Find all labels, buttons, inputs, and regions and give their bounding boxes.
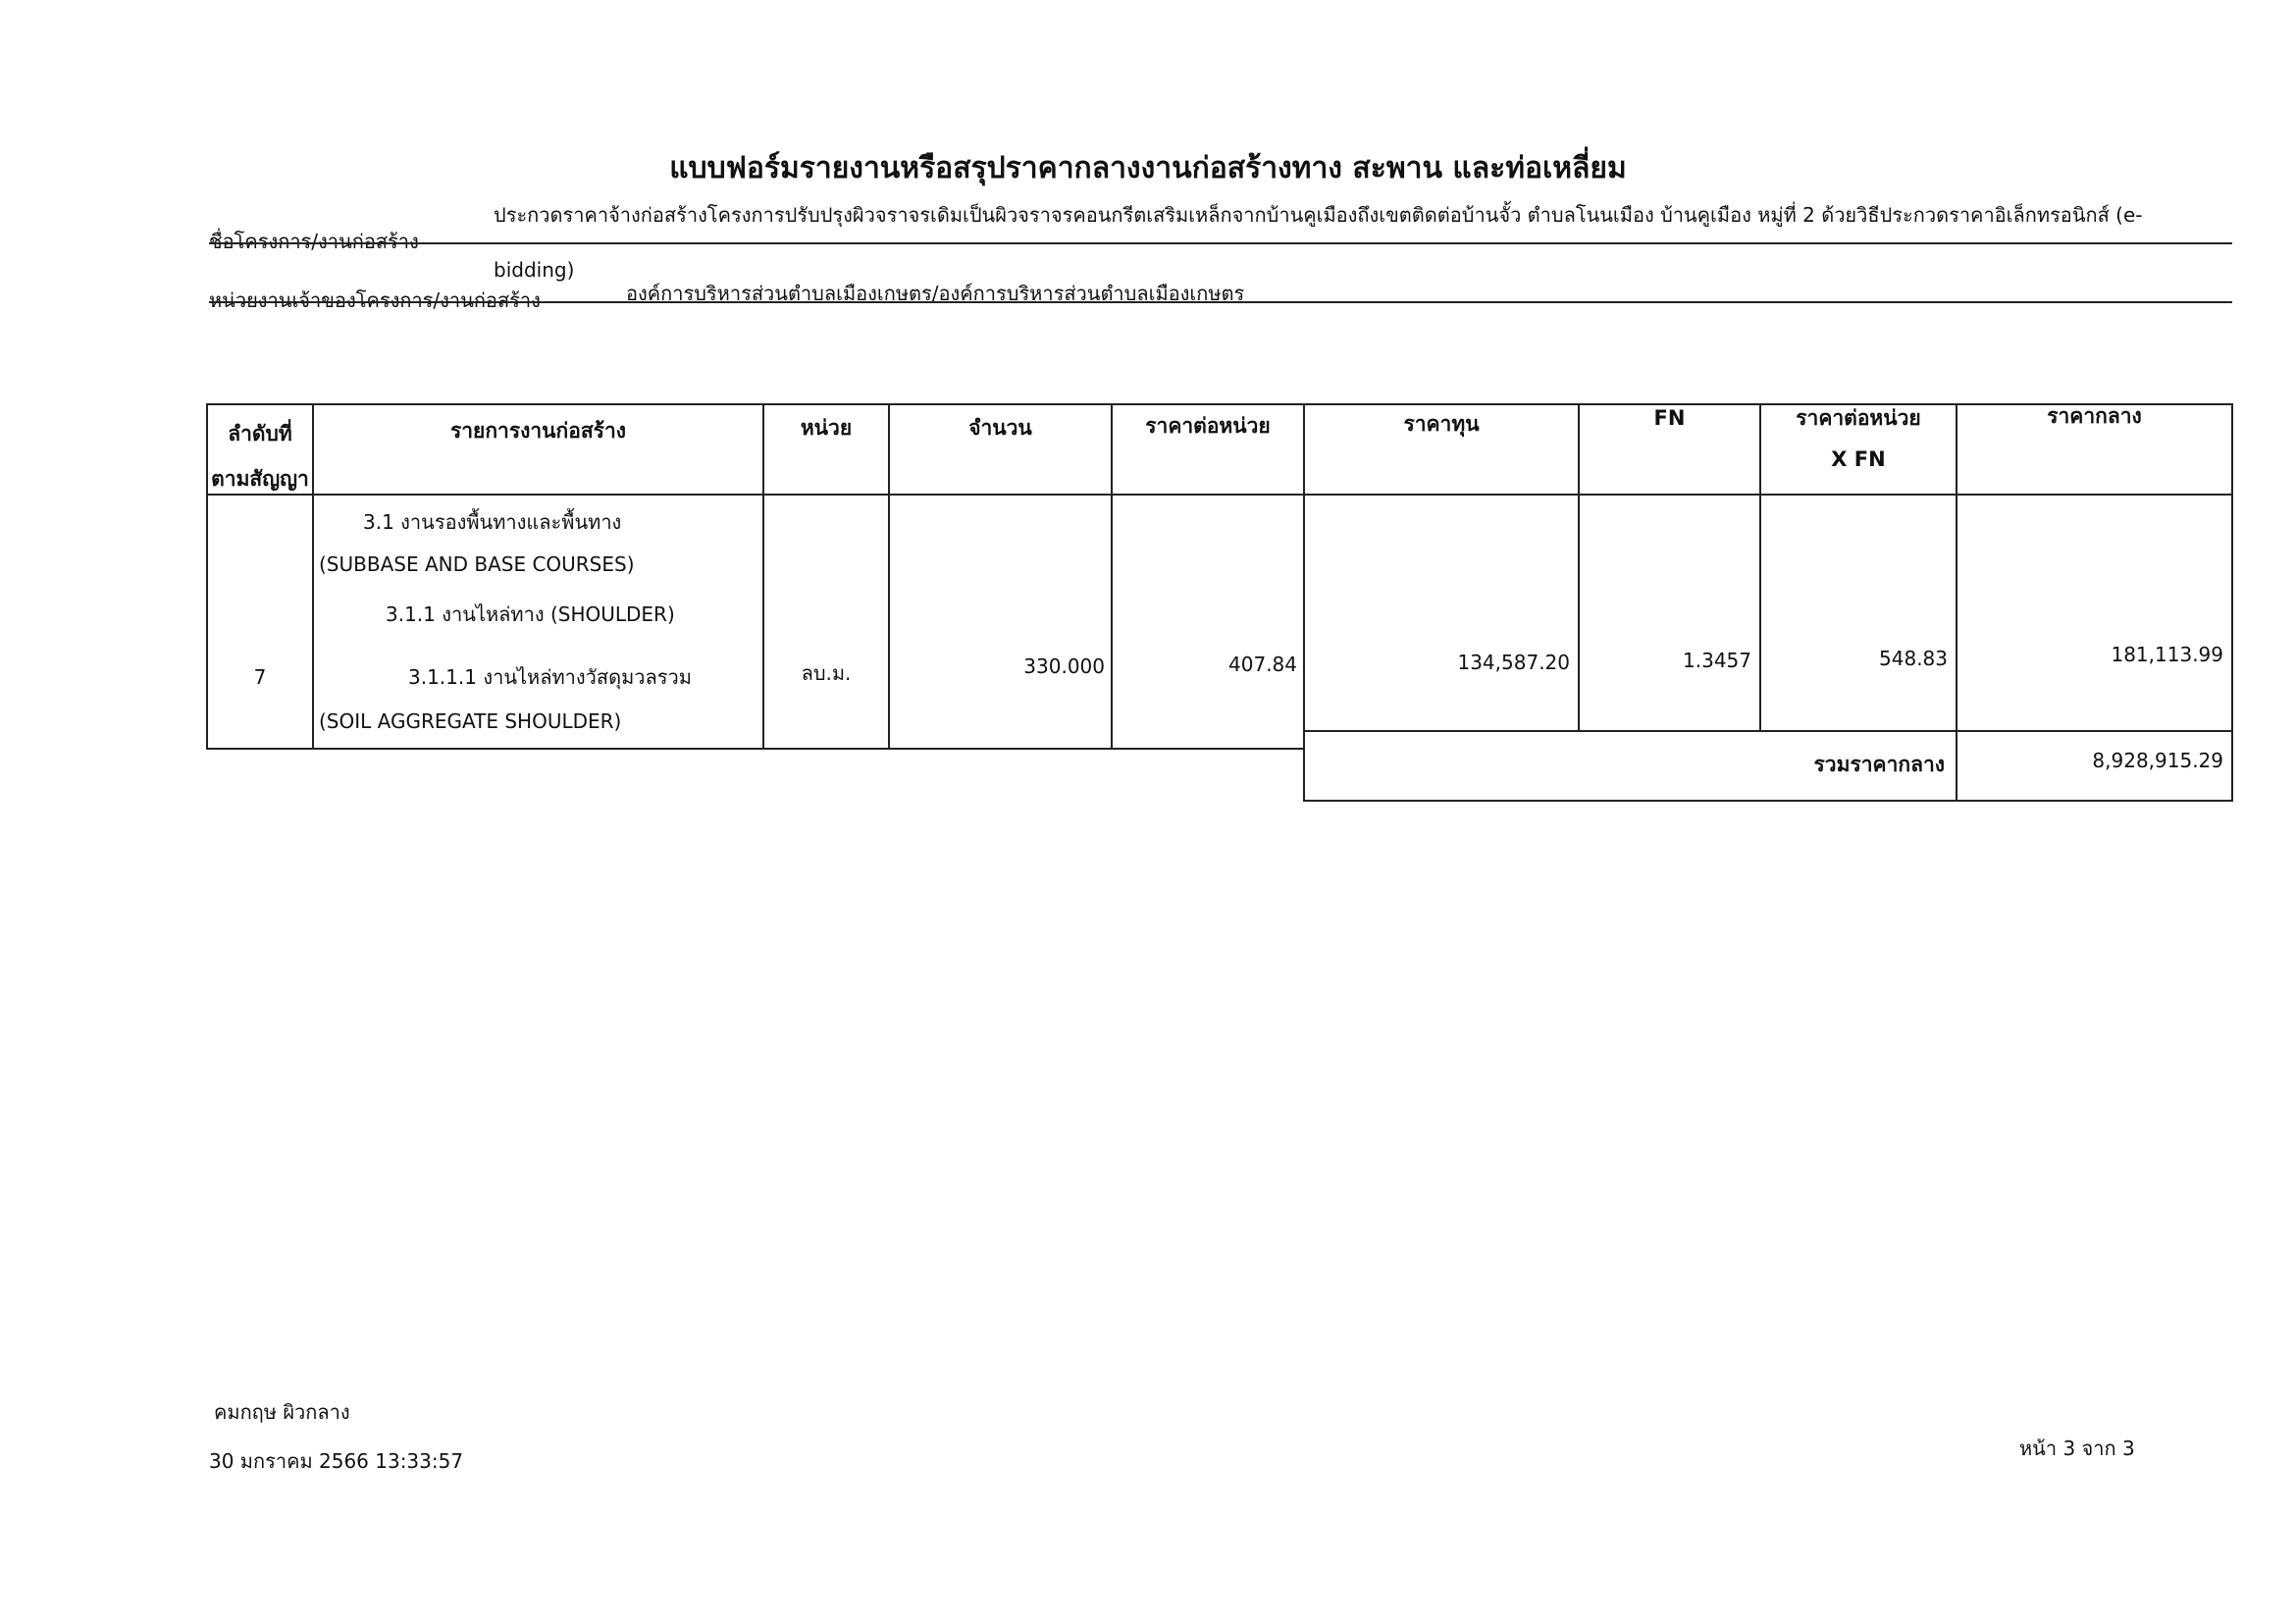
header-qty: จำนวน <box>968 416 1032 440</box>
header-seq-line1: ลำดับที่ <box>228 422 292 445</box>
col-border <box>206 403 208 750</box>
cell-unit-price: 407.84 <box>1228 653 1297 676</box>
col-border <box>762 403 764 750</box>
cell-median-price: 181,113.99 <box>2111 643 2223 666</box>
cell-unit: ลบ.ม. <box>801 661 852 685</box>
total-bottom-border <box>1303 800 2233 802</box>
project-name-line2: bidding) <box>494 258 575 282</box>
header-unit-price-fn-line2: X FN <box>1831 447 1886 471</box>
header-seq-line2: ตามสัญญา <box>211 467 309 491</box>
owner-value: องค์การบริหารส่วนตำบลเมืองเกษตร/องค์การบริหารส่วนตำบลเมืองเกษตร <box>626 282 1245 305</box>
cell-item-line: 3.1 งานรองพื้นทางและพื้นทาง <box>363 510 622 534</box>
header-unit-price: ราคาต่อหน่วย <box>1145 414 1271 438</box>
print-timestamp: 30 มกราคม 2566 13:33:57 <box>209 1449 464 1473</box>
page-title: แบบฟอร์มรายงานหรือสรุปราคากลางงานก่อสร้างทาง สะพาน และท่อเหลี่ยม <box>669 151 1627 185</box>
project-name-line1: ประกวดราคาจ้างก่อสร้างโครงการปรับปรุงผิวจราจรเดิมเป็นผิวจราจรคอนกรีตเสริมเหล็กจากบ้านคูเมืองถึงเขตติดต่อบ้านจั้ว ตำบลโนนเมือง บ้านคูเมือง หมู่ที่ 2 ด้วยวิธีประกวดราคาอิเล็กทรอนิกส์ (e- <box>494 203 2143 227</box>
col-border <box>1578 403 1580 732</box>
project-name-label: ชื่อโครงการ/งานก่อสร้าง <box>209 230 419 253</box>
author-name: คมกฤษ ผิวกลาง <box>214 1400 350 1424</box>
cell-item-line: (SOIL AGGREGATE SHOULDER) <box>319 709 622 733</box>
cell-qty: 330.000 <box>1023 654 1105 678</box>
header-median-price: ราคากลาง <box>2047 404 2142 428</box>
header-item: รายการงานก่อสร้าง <box>449 419 627 443</box>
cell-unit-price-fn: 548.83 <box>1879 647 1948 670</box>
cell-cost: 134,587.20 <box>1457 651 1570 674</box>
header-fn: FN <box>1653 406 1686 430</box>
header-unit-price-fn-line1: ราคาต่อหน่วย <box>1796 406 1921 430</box>
cell-item-line: (SUBBASE AND BASE COURSES) <box>319 552 635 576</box>
owner-label: หน่วยงานเจ้าของโครงการ/งานก่อสร้าง <box>209 288 541 312</box>
cell-item-line: 3.1.1 งานไหล่ทาง (SHOULDER) <box>386 602 675 626</box>
total-label: รวมราคากลาง <box>1813 753 1945 776</box>
header-bottom-border <box>206 494 2233 496</box>
col-border <box>888 403 890 750</box>
col-border <box>312 403 314 750</box>
cell-fn: 1.3457 <box>1683 649 1751 672</box>
col-border <box>1956 403 1957 802</box>
col-border <box>1303 403 1305 802</box>
col-border <box>2231 403 2233 802</box>
row-bottom-border-left <box>206 748 1305 750</box>
total-value: 8,928,915.29 <box>2092 749 2223 772</box>
cell-seq: 7 <box>253 665 267 689</box>
cell-item-line: 3.1.1.1 งานไหล่ทางวัสดุมวลรวม <box>408 665 692 689</box>
row-bottom-border-right <box>1303 730 2233 732</box>
col-border <box>1111 403 1113 750</box>
page-number: หน้า 3 จาก 3 <box>2019 1437 2135 1460</box>
header-cost: ราคาทุน <box>1403 412 1480 436</box>
header-unit: หน่วย <box>800 416 853 440</box>
